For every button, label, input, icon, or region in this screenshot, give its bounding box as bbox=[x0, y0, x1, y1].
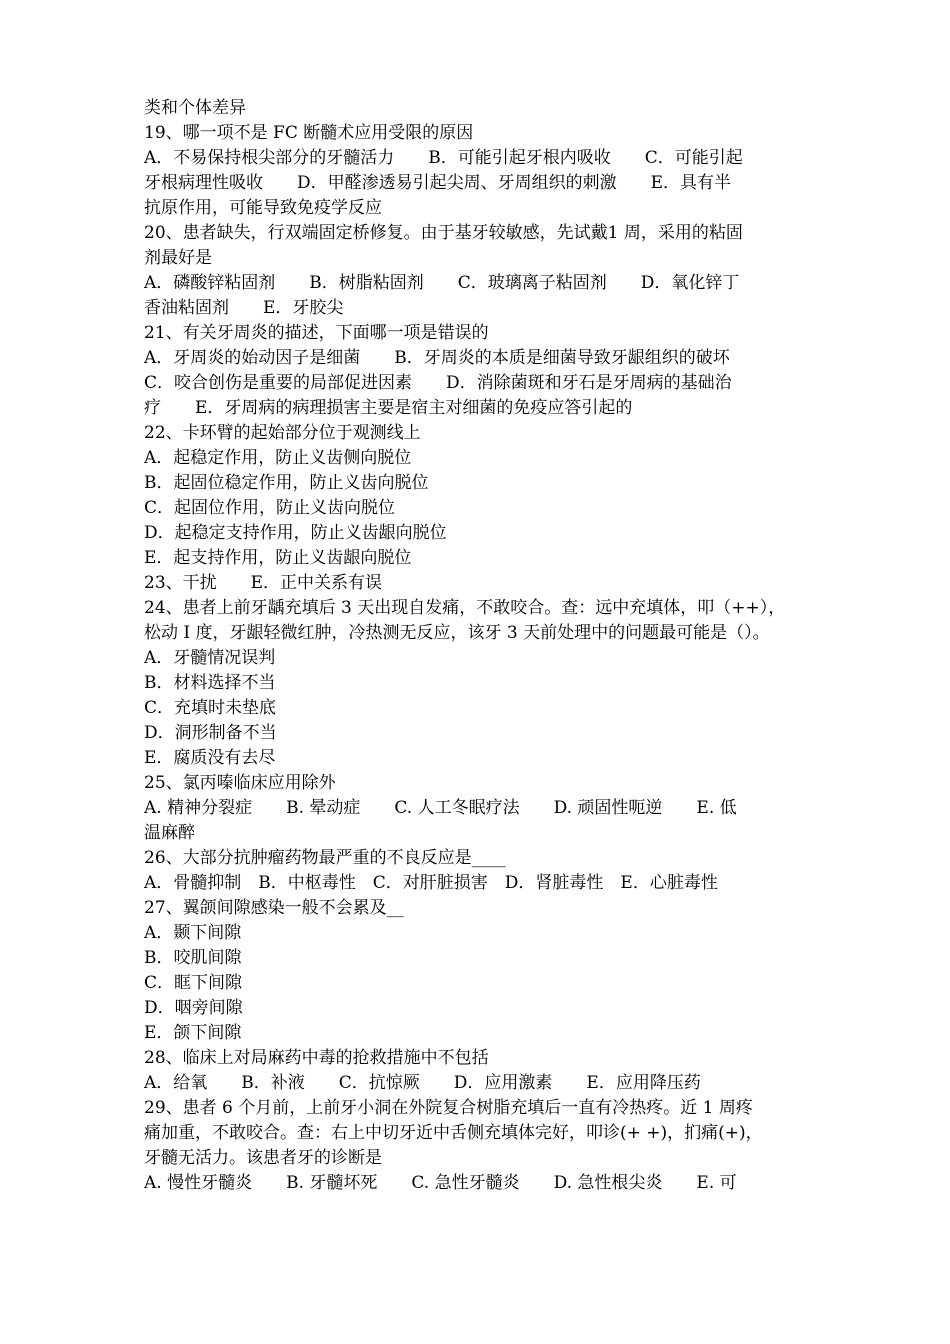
text-line: 牙根病理性吸收 D．甲醛渗透易引起尖周、牙周组织的刺激 E．具有半 bbox=[144, 173, 732, 193]
question-25: 25、氯丙嗪临床应用除外 bbox=[144, 773, 336, 793]
text-line: 温麻醉 bbox=[144, 823, 195, 843]
text-line: 剂最好是 bbox=[144, 248, 212, 268]
text-line: A．不易保持根尖部分的牙髓活力 B．可能引起牙根内吸收 C．可能引起 bbox=[144, 148, 743, 168]
text-line: C．咬合创伤是重要的局部促进因素 D．消除菌斑和牙石是牙周病的基础治 bbox=[144, 373, 732, 393]
question-23: 23、干扰 E．正中关系有误 bbox=[144, 573, 383, 593]
option-line: E．腐质没有去尽 bbox=[144, 748, 276, 768]
option-line: A．颞下间隙 bbox=[144, 923, 242, 943]
question-21: 21、有关牙周炎的描述，下面哪一项是错误的 bbox=[144, 323, 489, 343]
option-line: C．眶下间隙 bbox=[144, 973, 243, 993]
option-line: D．起稳定支持作用，防止义齿龈向脱位 bbox=[144, 523, 447, 543]
option-line: B．起固位稳定作用，防止义齿向脱位 bbox=[144, 473, 429, 493]
question-22: 22、卡环臂的起始部分位于观测线上 bbox=[144, 423, 421, 443]
option-line: E．起支持作用，防止义齿龈向脱位 bbox=[144, 548, 412, 568]
text-line: 类和个体差异 bbox=[144, 98, 246, 118]
option-line: B．材料选择不当 bbox=[144, 673, 276, 693]
text-line: 抗原作用，可能导致免疫学反应 bbox=[144, 198, 382, 218]
option-line: D．洞形制备不当 bbox=[144, 723, 277, 743]
option-line: D．咽旁间隙 bbox=[144, 998, 243, 1018]
question-24: 24、患者上前牙龋充填后 3 天出现自发痛，不敢咬合。查：远中充填体，叩（++）， bbox=[144, 598, 786, 618]
question-26: 26、大部分抗肿瘤药物最严重的不良反应是____ bbox=[144, 848, 506, 868]
text-line: A．给氧 B．补液 C．抗惊厥 D．应用激素 E．应用降压药 bbox=[144, 1073, 701, 1093]
text-line: 疗 E．牙周病的病理损害主要是宿主对细菌的免疫应答引起的 bbox=[144, 398, 633, 418]
text-line: 松动 I 度，牙龈轻微红肿，冷热测无反应，该牙 3 天前处理中的问题最可能是（）。 bbox=[144, 623, 770, 643]
question-28: 28、临床上对局麻药中毒的抢救措施中不包括 bbox=[144, 1048, 489, 1068]
text-line: A. 精神分裂症 B. 晕动症 C. 人工冬眠疗法 D. 顽固性呃逆 E. 低 bbox=[144, 798, 737, 818]
question-20: 20、患者缺失，行双端固定桥修复。由于基牙较敏感，先试戴1 周，采用的粘固 bbox=[144, 223, 743, 243]
text-line: A．磷酸锌粘固剂 B．树脂粘固剂 C．玻璃离子粘固剂 D．氧化锌丁 bbox=[144, 273, 740, 293]
option-line: C．充填时未垫底 bbox=[144, 698, 277, 718]
text-line: A．骨髓抑制 B．中枢毒性 C．对肝脏损害 D．肾脏毒性 E．心脏毒性 bbox=[144, 873, 718, 893]
option-line: A．牙髓情况误判 bbox=[144, 648, 276, 668]
question-19: 19、哪一项不是 FC 断髓术应用受限的原因 bbox=[144, 123, 474, 143]
option-line: A．起稳定作用，防止义齿侧向脱位 bbox=[144, 448, 412, 468]
text-line: 痛加重，不敢咬合。查：右上中切牙近中舌侧充填体完好，叩诊(+ +)，扪痛(+)， bbox=[144, 1123, 763, 1143]
option-line: B．咬肌间隙 bbox=[144, 948, 242, 968]
text-line: 牙髓无活力。该患者牙的诊断是 bbox=[144, 1148, 382, 1168]
option-line: E．颌下间隙 bbox=[144, 1023, 242, 1043]
question-27: 27、翼颌间隙感染一般不会累及__ bbox=[144, 898, 404, 918]
option-line: C．起固位作用，防止义齿向脱位 bbox=[144, 498, 396, 518]
text-line: 香油粘固剂 E．牙胶尖 bbox=[144, 298, 344, 318]
text-line: A．牙周炎的始动因子是细菌 B．牙周炎的本质是细菌导致牙龈组织的破坏 bbox=[144, 348, 730, 368]
document-page bbox=[144, 96, 812, 1196]
text-line: A. 慢性牙髓炎 B. 牙髓坏死 C. 急性牙髓炎 D. 急性根尖炎 E. 可 bbox=[144, 1173, 737, 1193]
question-29: 29、患者 6 个月前，上前牙小洞在外院复合树脂充填后一直有冷热疼。近 1 周疼 bbox=[144, 1098, 753, 1118]
